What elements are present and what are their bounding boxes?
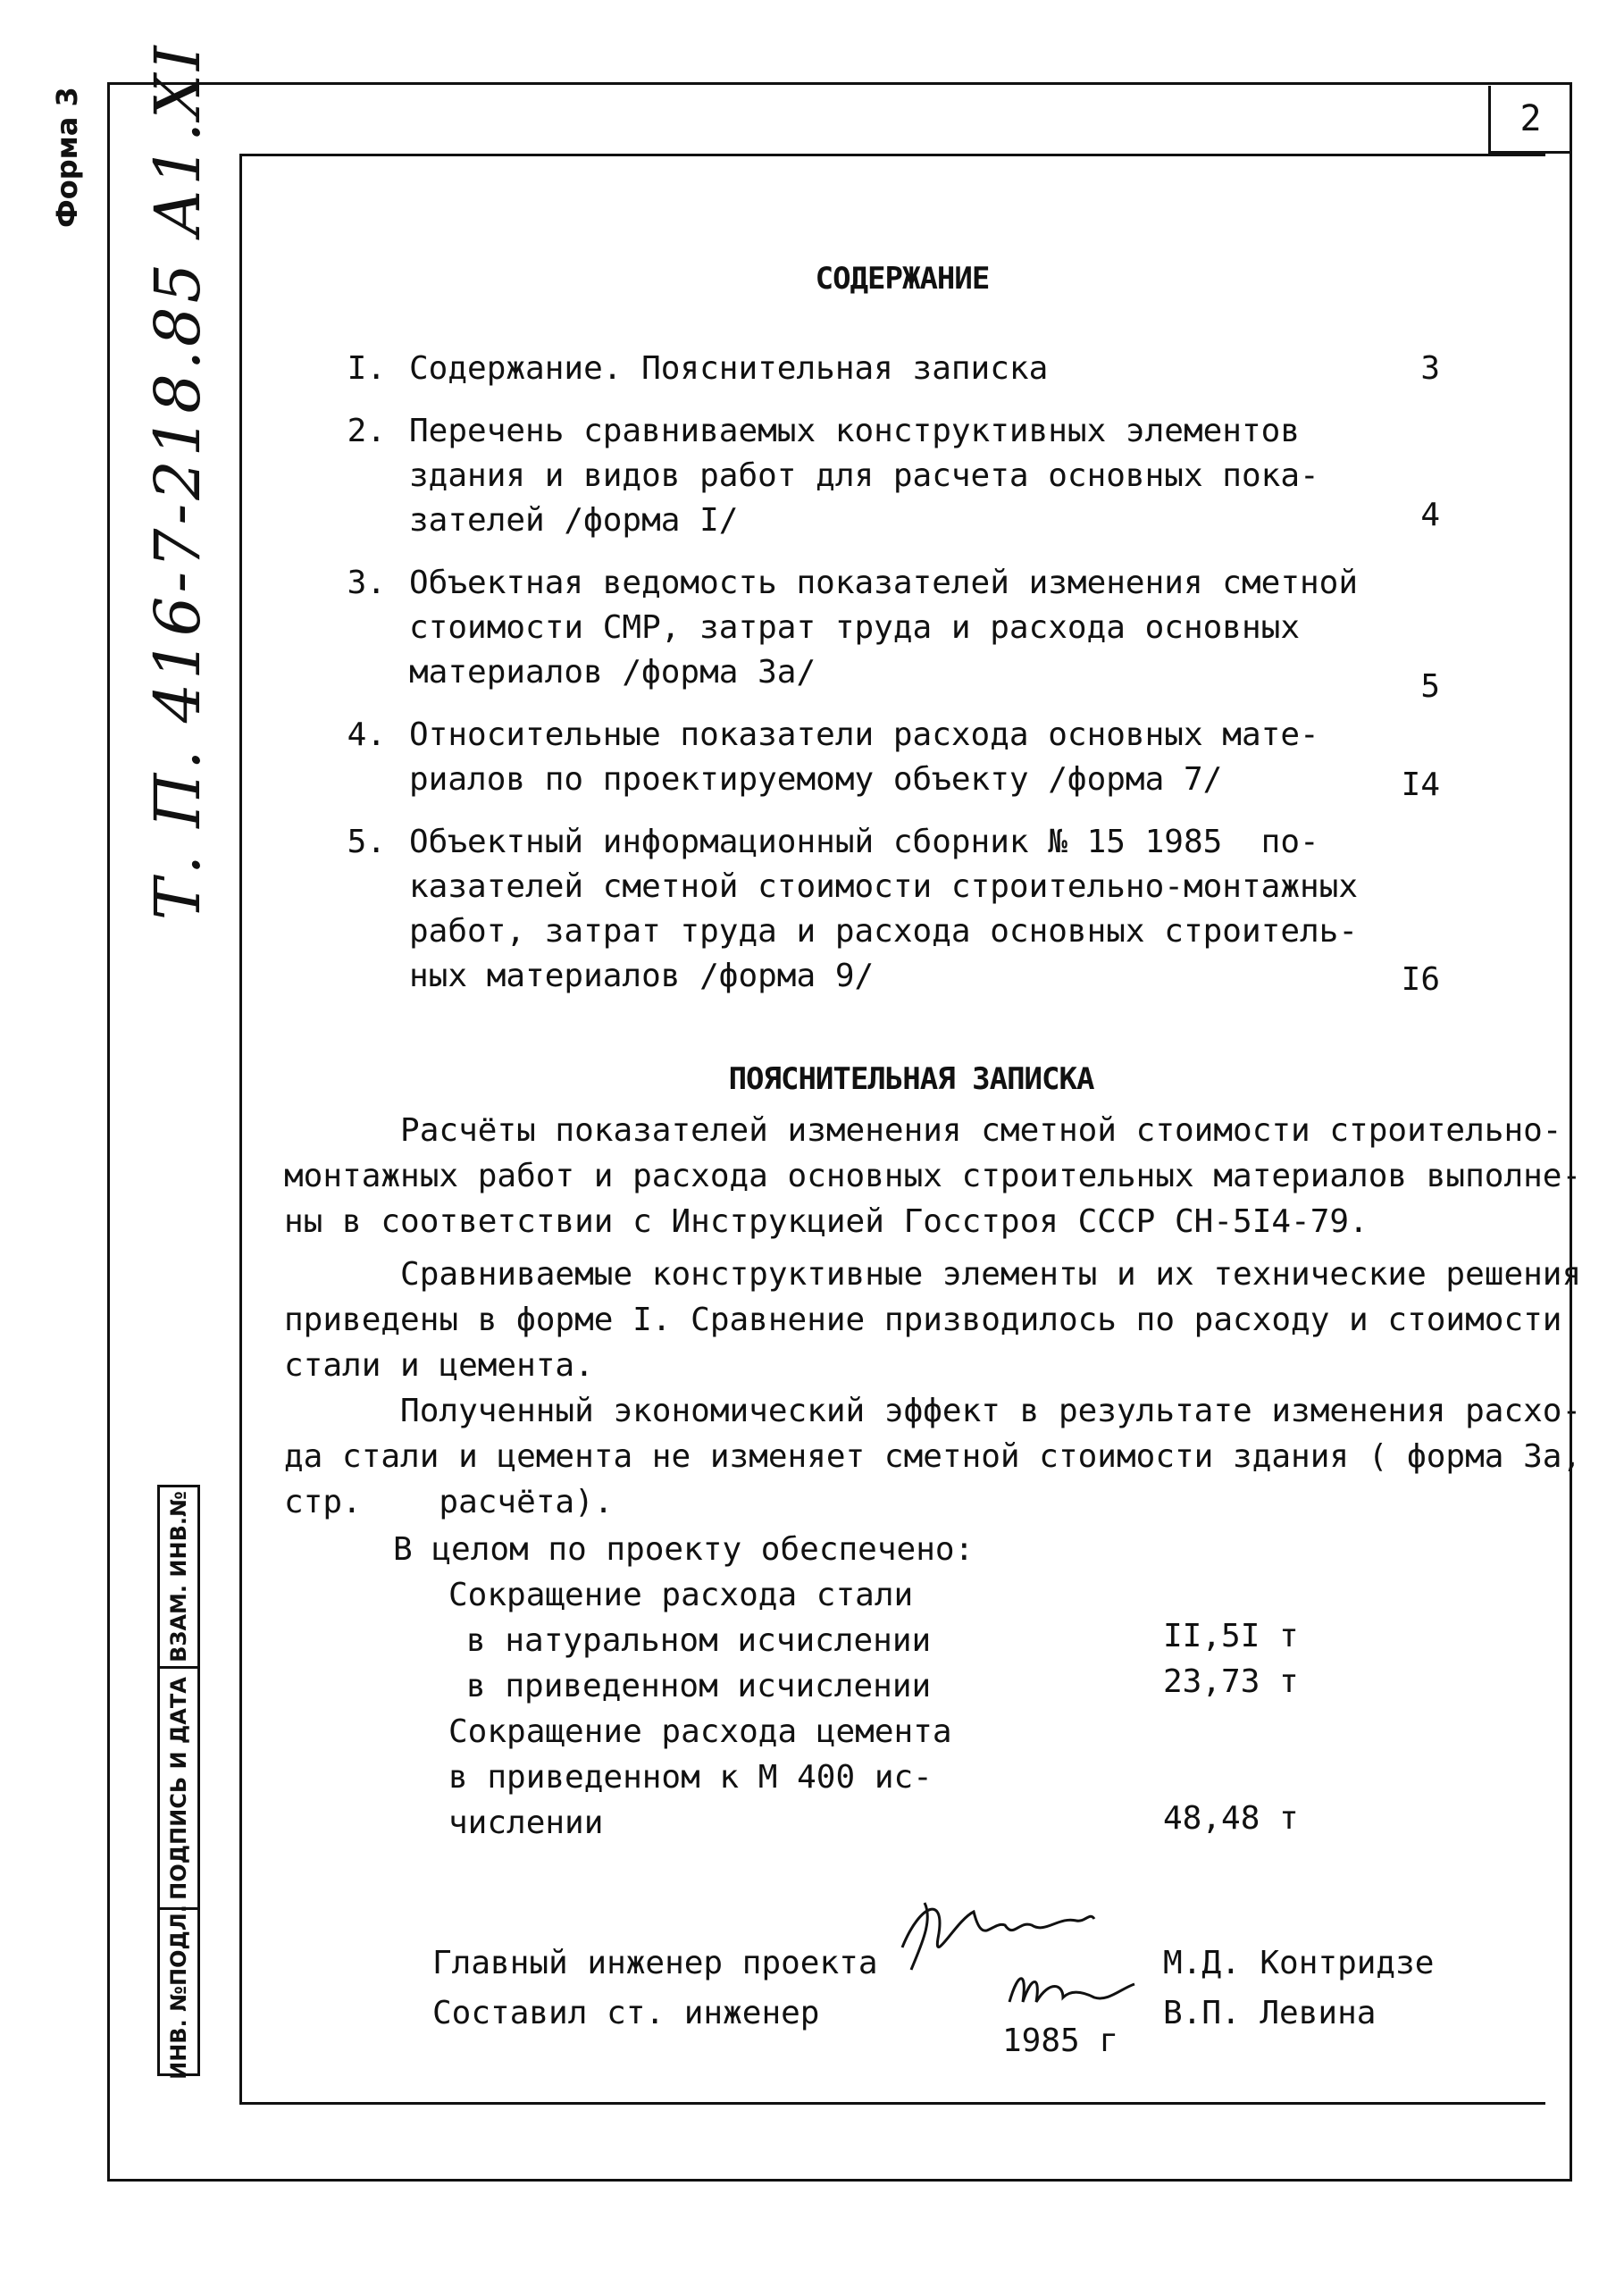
- cement-line: числении: [448, 1805, 604, 1841]
- toc-line: здания и видов работ для расчета основных пока-: [409, 457, 1319, 494]
- paragraph-line: Полученный экономический эффект в результате изменения расхо-: [284, 1393, 1582, 1429]
- contents-title: СОДЕРЖАНИЕ: [815, 261, 990, 297]
- toc-page: I6: [1401, 961, 1440, 998]
- toc-number: I.: [347, 350, 386, 387]
- paragraph-line: да стали и цемента не изменяет сметной стоимости здания ( форма 3а,: [284, 1438, 1582, 1475]
- compiler-signature-icon: [1000, 1962, 1152, 2024]
- steel-natural-label: в натуральном исчислении: [466, 1622, 932, 1659]
- toc-page: 3: [1420, 350, 1440, 387]
- page-number: 2: [1488, 86, 1570, 154]
- toc-page: 4: [1420, 497, 1440, 533]
- paragraph-line: Сравниваемые конструктивные элементы и их технические решения: [284, 1256, 1582, 1293]
- paragraph-line: Расчёты показателей изменения сметной стоимости строительно-: [284, 1112, 1562, 1149]
- paragraph-line: ны в соответствии с Инструкцией Госстроя СССР СН-5I4-79.: [284, 1203, 1369, 1240]
- paragraph-line: стали и цемента.: [284, 1347, 594, 1384]
- side-stamp: [157, 1485, 200, 2080]
- toc-line: материалов /форма 3а/: [409, 654, 816, 691]
- toc-page: 5: [1420, 668, 1440, 705]
- stamp-cell-vzam: ВЗАМ. ИНВ.№: [166, 1491, 191, 1662]
- toc-line: Перечень сравниваемых конструктивных элементов: [409, 413, 1300, 449]
- toc-line: работ, затрат труда и расхода основных строитель-: [409, 913, 1359, 950]
- cement-value: 48,48 т: [1163, 1800, 1299, 1837]
- signature-year: 1985 г: [1002, 2023, 1119, 2059]
- toc-number: 5.: [347, 824, 386, 860]
- form-label: Форма 3: [50, 87, 84, 228]
- paragraph-line: стр. расчёта).: [284, 1484, 614, 1520]
- note-title: ПОЯСНИТЕЛЬНАЯ ЗАПИСКА: [728, 1061, 1094, 1097]
- toc-line: Объектная ведомость показателей изменения сметной: [409, 565, 1359, 601]
- toc-line: Содержание. Пояснительная записка: [409, 350, 1049, 387]
- cement-line: в приведенном к М 400 ис-: [448, 1759, 933, 1796]
- chief-engineer-role: Главный инженер проекта: [432, 1945, 878, 1981]
- steel-natural-value: II,5I т: [1163, 1618, 1299, 1654]
- toc-line: стоимости СМР, затрат труда и расхода основных: [409, 609, 1300, 646]
- paragraph-line: монтажных работ и расхода основных строительных материалов выполне-: [284, 1158, 1582, 1194]
- toc-line: Относительные показатели расхода основных мате-: [409, 716, 1319, 753]
- toc-line: зателей /форма I/: [409, 502, 739, 539]
- toc-line: Объектный информационный сборник № 15 1985 по-: [409, 824, 1319, 860]
- toc-line: риалов по проектируемому объекту /форма 7/: [409, 761, 1223, 798]
- toc-number: 4.: [347, 716, 386, 753]
- toc-line: ных материалов /форма 9/: [409, 958, 875, 994]
- steel-reduced-label: в приведенном исчислении: [466, 1668, 932, 1704]
- summary-intro: В целом по проекту обеспечено:: [393, 1531, 975, 1568]
- toc-line: казателей сметной стоимости строительно-монтажных: [409, 868, 1359, 905]
- steel-title: Сокращение расхода стали: [448, 1577, 914, 1613]
- compiler-role: Составил ст. инженер: [432, 1995, 820, 2031]
- document-code: Т. П. 416-7-218.85 А1.XI: [141, 42, 214, 920]
- toc-page: I4: [1401, 766, 1440, 803]
- cement-line: Сокращение расхода цемента: [448, 1713, 952, 1750]
- stamp-cell-podpis: ПОДПИСЬ И ДАТА: [160, 1666, 197, 1907]
- paragraph-line: приведены в форме I. Сравнение призводилось по расходу и стоимости: [284, 1302, 1562, 1338]
- steel-reduced-value: 23,73 т: [1163, 1663, 1299, 1700]
- toc-number: 3.: [347, 565, 386, 601]
- toc-number: 2.: [347, 413, 386, 449]
- compiler-name: В.П. Левина: [1163, 1995, 1377, 2031]
- stamp-cell-inv: ИНВ. №ПОДЛ.: [160, 1907, 197, 2073]
- chief-engineer-name: М.Д. Контридзе: [1163, 1945, 1435, 1981]
